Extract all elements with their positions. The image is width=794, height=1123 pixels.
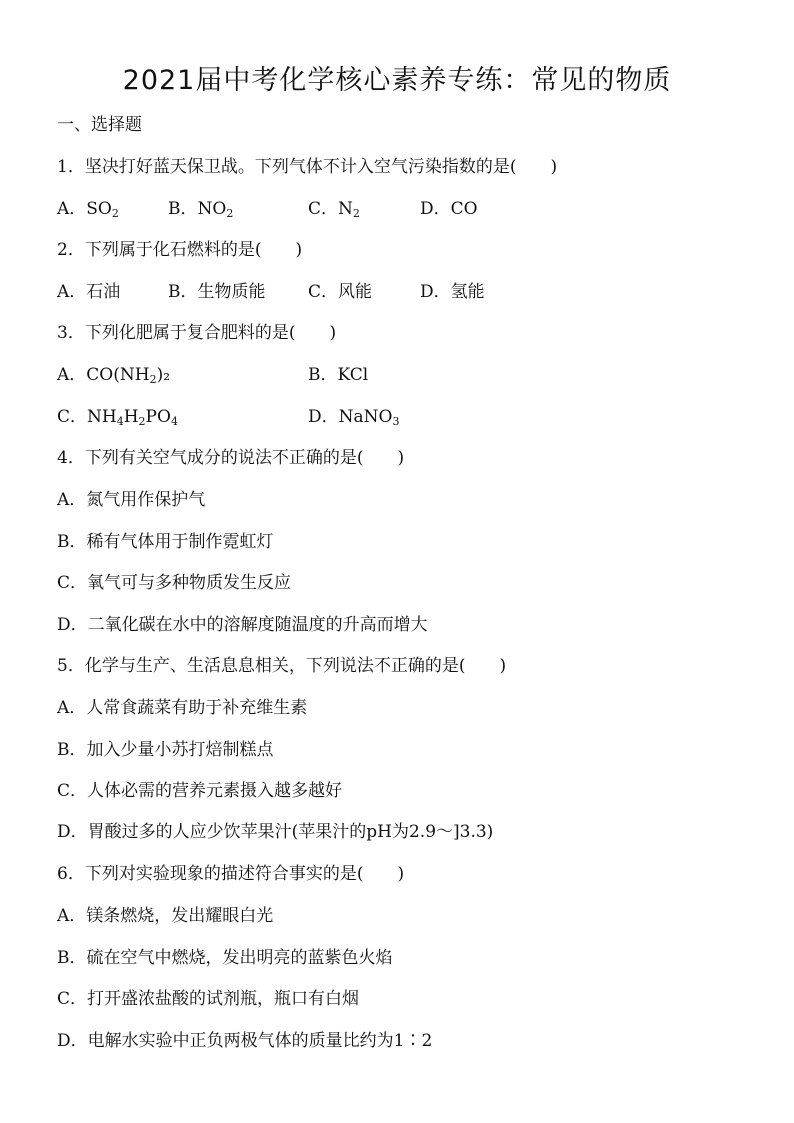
question-5-option-a: A．人常食蔬菜有助于补充维生素: [57, 698, 308, 718]
question-4-stem: 4．下列有关空气成分的说法不正确的是( ): [57, 448, 405, 468]
question-2-stem: 2．下列属于化石燃料的是( ): [57, 240, 303, 260]
question-3-stem: 3．下列化肥属于复合肥料的是( ): [57, 323, 337, 343]
question-6-option-d: D．电解水实验中正负两极气体的质量比约为1∶2: [57, 1031, 433, 1051]
question-6-stem: 6．下列对实验现象的描述符合事实的是( ): [57, 864, 405, 884]
question-2-option-d: D．氢能: [420, 282, 485, 302]
question-2-option-b: B．生物质能: [168, 282, 266, 302]
question-3-option-d: D．NaNO$_3$: [308, 407, 400, 428]
question-1-stem: 1．坚决打好蓝天保卫战。下列气体不计入空气污染指数的是( ): [57, 157, 558, 177]
section-heading: 一、选择题: [57, 115, 142, 135]
question-1-option-b: B．$NO_2$: [168, 199, 234, 220]
question-4-option-b: B．稀有气体用于制作霓虹灯: [57, 532, 274, 552]
question-4-option-c: C．氧气可与多种物质发生反应: [57, 573, 292, 593]
question-1-option-d: D．CO: [420, 199, 478, 219]
question-3-option-b: B．KCl: [308, 365, 369, 385]
question-6-option-a: A．镁条燃烧，发出耀眼白光: [57, 906, 274, 926]
question-4-option-d: D．二氧化碳在水中的溶解度随温度的升高而增大: [57, 615, 428, 635]
question-5-option-d: D．胃酸过多的人应少饮苹果汁(苹果汁的pH为2.9～]3.3): [57, 822, 494, 842]
question-3-option-c: C．$NH_4H_2PO_4$: [57, 407, 178, 428]
question-6-option-c: C．打开盛浓盐酸的试剂瓶，瓶口有白烟: [57, 989, 360, 1009]
question-4-option-a: A．氮气用作保护气: [57, 490, 206, 510]
question-2-option-c: C．风能: [308, 282, 373, 302]
page-title: 2021届中考化学核心素养专练：常见的物质: [122, 65, 672, 96]
question-1-option-c: C．$N_2$: [308, 199, 360, 220]
question-5-option-c: C．人体必需的营养元素摄入越多越好: [57, 781, 343, 801]
question-5-stem: 5．化学与生产、生活息息相关，下列说法不正确的是( ): [57, 656, 507, 676]
question-2-option-a: A．石油: [57, 282, 121, 302]
question-1-option-a: A．$SO_2$: [57, 199, 119, 220]
question-6-option-b: B．硫在空气中燃烧，发出明亮的蓝紫色火焰: [57, 948, 393, 968]
question-3-option-a: A．$CO(NH_2)_2$: [57, 365, 171, 386]
question-5-option-b: B．加入少量小苏打焙制糕点: [57, 740, 274, 760]
